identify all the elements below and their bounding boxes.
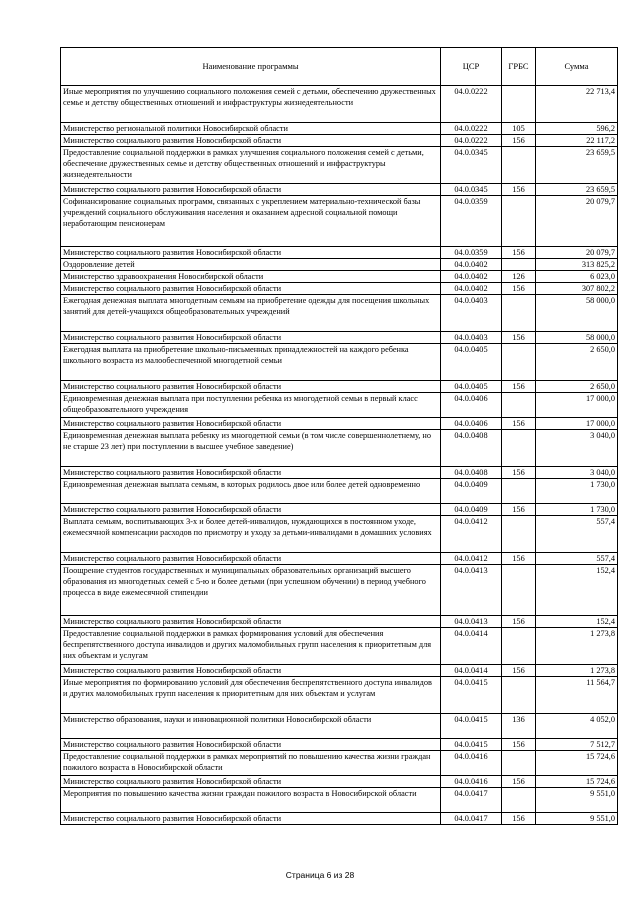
- cell-grbs: 156: [502, 616, 536, 628]
- table-row: [61, 381, 618, 393]
- cell-grbs: [502, 86, 536, 123]
- cell-program-name: Министерство социального развития Новосибирской области: [61, 616, 441, 628]
- cell-sum: 15 724,6: [536, 751, 618, 776]
- cell-csr: 04.0.0415: [441, 677, 502, 714]
- cell-program-name: Министерство социального развития Новосибирской области: [61, 776, 441, 788]
- cell-grbs: [502, 147, 536, 184]
- cell-grbs: 136: [502, 714, 536, 739]
- table-row: [61, 344, 618, 381]
- table-row: [61, 516, 618, 553]
- cell-program-name: Единовременная денежная выплата при поступлении ребенка из многодетной семьи в первый класс общеобразовательного учреждения: [61, 393, 441, 418]
- cell-program-name: Министерство социального развития Новосибирской области: [61, 184, 441, 196]
- table-row: [61, 259, 618, 271]
- table-row: [61, 467, 618, 479]
- cell-program-name: Министерство социального развития Новосибирской области: [61, 739, 441, 751]
- cell-grbs: 156: [502, 381, 536, 393]
- cell-program-name: Министерство социального развития Новосибирской области: [61, 283, 441, 295]
- cell-csr: 04.0.0413: [441, 565, 502, 616]
- cell-csr: 04.0.0359: [441, 196, 502, 247]
- table-row: [61, 86, 618, 123]
- cell-grbs: 156: [502, 739, 536, 751]
- table-row: [61, 504, 618, 516]
- cell-csr: 04.0.0408: [441, 467, 502, 479]
- cell-program-name: Софинансирование социальных программ, связанных с укреплением материально-технической базы учреждений социального обслуживания населения и оказанием адресной социальной помощи неработающим пенсионерам: [61, 196, 441, 247]
- cell-sum: 307 802,2: [536, 283, 618, 295]
- table-row: [61, 788, 618, 813]
- cell-program-name: Предоставление социальной поддержки в рамках мероприятий по повышению качества жизни граждан пожилого возраста в Новосибирской области: [61, 751, 441, 776]
- table-row: [61, 283, 618, 295]
- cell-csr: 04.0.0409: [441, 504, 502, 516]
- table-row: [61, 751, 618, 776]
- cell-sum: 23 659,5: [536, 184, 618, 196]
- table-row: [61, 776, 618, 788]
- table-row: [61, 196, 618, 247]
- cell-grbs: 156: [502, 776, 536, 788]
- cell-sum: 11 564,7: [536, 677, 618, 714]
- cell-grbs: 126: [502, 271, 536, 283]
- cell-sum: 20 079,7: [536, 247, 618, 259]
- cell-grbs: 156: [502, 418, 536, 430]
- cell-program-name: Министерство социального развития Новосибирской области: [61, 553, 441, 565]
- cell-program-name: Оздоровление детей: [61, 259, 441, 271]
- cell-csr: 04.0.0359: [441, 247, 502, 259]
- cell-grbs: 156: [502, 247, 536, 259]
- cell-sum: 20 079,7: [536, 196, 618, 247]
- cell-sum: 6 023,0: [536, 271, 618, 283]
- cell-csr: 04.0.0222: [441, 135, 502, 147]
- cell-grbs: [502, 430, 536, 467]
- cell-sum: 9 551,0: [536, 788, 618, 813]
- cell-grbs: [502, 751, 536, 776]
- cell-grbs: 156: [502, 665, 536, 677]
- cell-csr: 04.0.0414: [441, 628, 502, 665]
- cell-csr: 04.0.0405: [441, 381, 502, 393]
- cell-csr: 04.0.0416: [441, 751, 502, 776]
- table-header-row: [61, 48, 618, 86]
- cell-program-name: Министерство социального развития Новосибирской области: [61, 813, 441, 825]
- cell-program-name: Поощрение студентов государственных и муниципальных образовательных организаций высшего образования из многодетных семей с 5-ю и более детьми (при успешном обучении) в период учебного процесса в виде ежемесячной стипендии: [61, 565, 441, 616]
- cell-csr: 04.0.0417: [441, 813, 502, 825]
- cell-sum: 557,4: [536, 553, 618, 565]
- cell-sum: 1 730,0: [536, 504, 618, 516]
- cell-program-name: Предоставление социальной поддержки в рамках формирования условий для обеспечения беспрепятственного доступа инвалидов и других маломобильных групп населения к приоритетным для них объектам и услугам: [61, 628, 441, 665]
- cell-csr: 04.0.0403: [441, 295, 502, 332]
- cell-grbs: 156: [502, 467, 536, 479]
- cell-sum: 23 659,5: [536, 147, 618, 184]
- cell-grbs: 156: [502, 553, 536, 565]
- cell-grbs: [502, 196, 536, 247]
- cell-program-name: Министерство социального развития Новосибирской области: [61, 332, 441, 344]
- header-csr: ЦСР: [441, 48, 502, 86]
- cell-csr: 04.0.0345: [441, 184, 502, 196]
- cell-grbs: 156: [502, 504, 536, 516]
- cell-program-name: Министерство социального развития Новосибирской области: [61, 418, 441, 430]
- cell-sum: 3 040,0: [536, 467, 618, 479]
- cell-program-name: Ежегодная выплата на приобретение школьно-письменных принадлежностей на каждого ребенка школьного возраста из малообеспеченной многодетной семьи: [61, 344, 441, 381]
- table-row: [61, 628, 618, 665]
- cell-csr: 04.0.0415: [441, 714, 502, 739]
- cell-sum: 58 000,0: [536, 332, 618, 344]
- cell-csr: 04.0.0405: [441, 344, 502, 381]
- cell-sum: 557,4: [536, 516, 618, 553]
- cell-sum: 58 000,0: [536, 295, 618, 332]
- table-row: [61, 813, 618, 825]
- cell-sum: 22 117,2: [536, 135, 618, 147]
- table-row: [61, 123, 618, 135]
- cell-grbs: 156: [502, 135, 536, 147]
- table-row: [61, 479, 618, 504]
- cell-csr: 04.0.0402: [441, 283, 502, 295]
- cell-grbs: [502, 295, 536, 332]
- cell-csr: 04.0.0222: [441, 86, 502, 123]
- cell-sum: 2 650,0: [536, 344, 618, 381]
- cell-grbs: [502, 259, 536, 271]
- cell-program-name: Мероприятия по повышению качества жизни граждан пожилого возраста в Новосибирской области: [61, 788, 441, 813]
- cell-grbs: 156: [502, 813, 536, 825]
- cell-csr: 04.0.0408: [441, 430, 502, 467]
- cell-program-name: Выплата семьям, воспитывающих 3-х и более детей-инвалидов, нуждающихся в постоянном уходе, ежемесячной компенсации расходов по присмотру и уходу за детьми-инвалидами в домашних условиях: [61, 516, 441, 553]
- cell-sum: 152,4: [536, 616, 618, 628]
- table-row: [61, 247, 618, 259]
- cell-sum: 22 713,4: [536, 86, 618, 123]
- cell-program-name: Иные мероприятия по улучшению социального положения семей с детьми, обеспечению дружественных семье и детству общественных отношений и инфраструктуры жизнедеятельности: [61, 86, 441, 123]
- header-program-name: Наименование программы: [61, 48, 441, 86]
- cell-grbs: [502, 677, 536, 714]
- cell-sum: 17 000,0: [536, 393, 618, 418]
- cell-grbs: [502, 628, 536, 665]
- cell-sum: 596,2: [536, 123, 618, 135]
- cell-csr: 04.0.0345: [441, 147, 502, 184]
- table-row: [61, 665, 618, 677]
- table-row: [61, 430, 618, 467]
- cell-csr: 04.0.0222: [441, 123, 502, 135]
- cell-csr: 04.0.0412: [441, 553, 502, 565]
- cell-csr: 04.0.0416: [441, 776, 502, 788]
- table-row: [61, 393, 618, 418]
- cell-grbs: 156: [502, 184, 536, 196]
- cell-grbs: [502, 788, 536, 813]
- cell-sum: 152,4: [536, 565, 618, 616]
- cell-csr: 04.0.0403: [441, 332, 502, 344]
- cell-sum: 2 650,0: [536, 381, 618, 393]
- cell-csr: 04.0.0402: [441, 259, 502, 271]
- cell-program-name: Единовременная денежная выплата семьям, в которых родилось двое или более детей одновременно: [61, 479, 441, 504]
- cell-program-name: Министерство социального развития Новосибирской области: [61, 135, 441, 147]
- cell-grbs: 156: [502, 283, 536, 295]
- cell-sum: 4 052,0: [536, 714, 618, 739]
- table-row: [61, 616, 618, 628]
- table-row: [61, 677, 618, 714]
- cell-sum: 1 273,8: [536, 665, 618, 677]
- header-grbs: ГРБС: [502, 48, 536, 86]
- cell-program-name: Министерство социального развития Новосибирской области: [61, 504, 441, 516]
- cell-program-name: Единовременная денежная выплата ребенку из многодетной семьи (в том числе совершеннолетнему, но не старше 23 лет) при поступлении в высшее учебное заведение): [61, 430, 441, 467]
- cell-csr: 04.0.0412: [441, 516, 502, 553]
- cell-program-name: Предоставление социальной поддержки в рамках улучшения социального положения семей с детьми, обеспечение дружественных семье и детству общественных отношений и инфраструктуры жизнедеятельности: [61, 147, 441, 184]
- cell-sum: 7 512,7: [536, 739, 618, 751]
- cell-sum: 1 273,8: [536, 628, 618, 665]
- cell-csr: 04.0.0406: [441, 393, 502, 418]
- table-row: [61, 418, 618, 430]
- header-sum: Сумма: [536, 48, 618, 86]
- cell-program-name: Министерство социального развития Новосибирской области: [61, 247, 441, 259]
- cell-csr: 04.0.0402: [441, 271, 502, 283]
- table-row: [61, 295, 618, 332]
- cell-csr: 04.0.0413: [441, 616, 502, 628]
- table-row: [61, 565, 618, 616]
- cell-grbs: [502, 516, 536, 553]
- cell-grbs: 105: [502, 123, 536, 135]
- cell-sum: 9 551,0: [536, 813, 618, 825]
- cell-csr: 04.0.0415: [441, 739, 502, 751]
- cell-sum: 313 825,2: [536, 259, 618, 271]
- table-row: [61, 271, 618, 283]
- budget-program-table: [60, 47, 617, 825]
- cell-program-name: Иные мероприятия по формированию условий для обеспечения беспрепятственного доступа инвалидов и других маломобильных групп населения к приоритетным для них объектам и услугам: [61, 677, 441, 714]
- cell-grbs: [502, 479, 536, 504]
- table-row: [61, 739, 618, 751]
- table-row: [61, 147, 618, 184]
- cell-grbs: [502, 393, 536, 418]
- cell-grbs: 156: [502, 332, 536, 344]
- table-row: [61, 135, 618, 147]
- page-number: Страница 6 из 28: [285, 870, 355, 880]
- table-row: [61, 184, 618, 196]
- cell-program-name: Министерство социального развития Новосибирской области: [61, 665, 441, 677]
- cell-program-name: Ежегодная денежная выплата многодетным семьям на приобретение одежды для посещения школьных занятий для детей-учащихся общеобразовательных учреждений: [61, 295, 441, 332]
- cell-program-name: Министерство здравоохранения Новосибирской области: [61, 271, 441, 283]
- table-row: [61, 332, 618, 344]
- cell-csr: 04.0.0406: [441, 418, 502, 430]
- table-row: [61, 553, 618, 565]
- cell-sum: 3 040,0: [536, 430, 618, 467]
- cell-program-name: Министерство социального развития Новосибирской области: [61, 467, 441, 479]
- table-row: [61, 714, 618, 739]
- cell-csr: 04.0.0417: [441, 788, 502, 813]
- cell-program-name: Министерство образования, науки и инновационной политики Новосибирской области: [61, 714, 441, 739]
- cell-csr: 04.0.0414: [441, 665, 502, 677]
- cell-program-name: Министерство региональной политики Новосибирской области: [61, 123, 441, 135]
- cell-grbs: [502, 565, 536, 616]
- cell-sum: 1 730,0: [536, 479, 618, 504]
- cell-sum: 15 724,6: [536, 776, 618, 788]
- cell-grbs: [502, 344, 536, 381]
- cell-sum: 17 000,0: [536, 418, 618, 430]
- cell-csr: 04.0.0409: [441, 479, 502, 504]
- cell-program-name: Министерство социального развития Новосибирской области: [61, 381, 441, 393]
